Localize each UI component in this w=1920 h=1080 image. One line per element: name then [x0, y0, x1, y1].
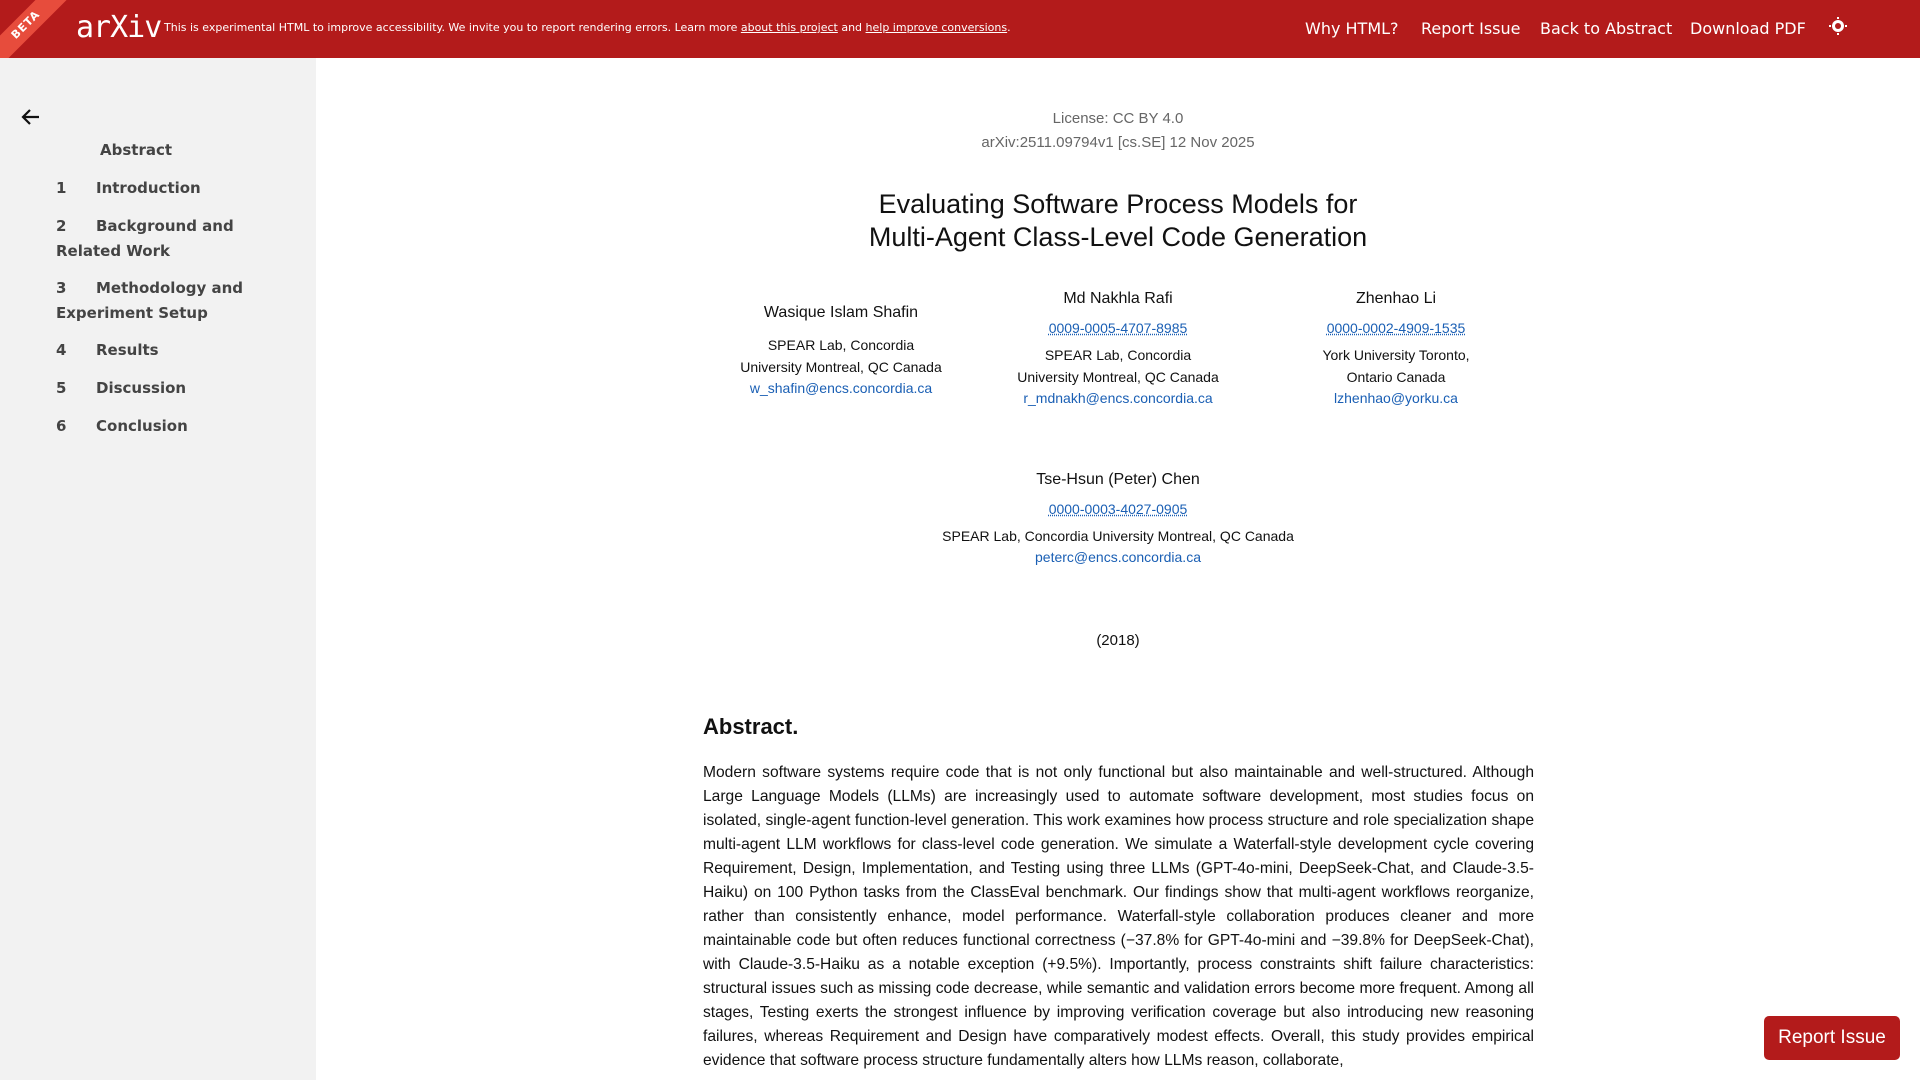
author-block-2	[978, 290, 1258, 408]
author-affiliation: SPEAR Lab, Concordia	[1044, 347, 1192, 363]
author-name: Wasique Islam Shafin	[763, 304, 919, 321]
paper-title	[316, 188, 1920, 254]
author-name: Md Nakhla Rafi	[1063, 290, 1173, 307]
toc-sidebar	[0, 58, 316, 1080]
nav-why-html[interactable]: Why HTML?	[1305, 19, 1399, 38]
notice-suffix: .	[1007, 21, 1011, 34]
nav-download-pdf[interactable]: Download PDF	[1690, 19, 1806, 38]
toc-label: Methodology and Experiment Setup	[56, 279, 244, 322]
notice-and: and	[841, 21, 863, 34]
title-line-1: Evaluating Software Process Models for	[878, 189, 1358, 219]
toc-item-conclusion[interactable]	[56, 414, 296, 439]
theme-toggle-icon[interactable]	[1828, 16, 1848, 36]
notice-text: This is experimental HTML to improve accessibility. We invite you to report rendering errors. Learn more	[164, 21, 738, 34]
arxiv-id-line: arXiv:2511.09794v1 [cs.SE] 12 Nov 2025	[981, 134, 1255, 151]
nav-back-to-abstract[interactable]: Back to Abstract	[1540, 19, 1673, 38]
beta-ribbon: BETA	[0, 0, 71, 58]
toc-number: 4	[56, 341, 67, 359]
author-orcid-link[interactable]: 0009-0005-4707-8985	[1048, 320, 1188, 336]
toc-label: Discussion	[96, 379, 187, 397]
toc-number: 5	[56, 379, 67, 397]
author-email[interactable]: r_mdnakh@encs.concordia.ca	[1023, 390, 1213, 406]
toc-item-introduction[interactable]	[56, 176, 296, 201]
arrow-left-icon[interactable]	[20, 106, 42, 128]
author-email[interactable]: w_shafin@encs.concordia.ca	[749, 380, 933, 396]
nav-report-issue[interactable]: Report Issue	[1421, 19, 1521, 38]
author-affiliation: University Montreal, QC Canada	[740, 359, 942, 375]
toc-label: Background and Related Work	[56, 217, 234, 260]
toc-item-abstract[interactable]	[100, 138, 340, 163]
toc-label: Abstract	[100, 141, 173, 159]
author-orcid-link[interactable]: 0000-0002-4909-1535	[1326, 320, 1466, 336]
author-email[interactable]: lzhenhao@yorku.ca	[1334, 390, 1458, 406]
toc-label: Introduction	[96, 179, 201, 197]
author-name: Zhenhao Li	[1355, 290, 1437, 307]
publication-year: (2018)	[1096, 632, 1140, 649]
toc-item-background[interactable]	[56, 214, 296, 264]
toc-item-discussion[interactable]	[56, 376, 296, 401]
toc-number: 6	[56, 417, 67, 435]
floating-report-issue-button[interactable]: Report Issue	[1764, 1016, 1900, 1060]
toc-number: 1	[56, 179, 67, 197]
title-line-2: Multi-Agent Class-Level Code Generation	[868, 222, 1368, 252]
toc-number: 2	[56, 217, 67, 235]
abstract-text: Modern software systems require code that is not only functional but also maintainable and well-structured. Although Large Language Models (LLMs) are increasingly used to automate software development, most studies focus on isolated, single-agent function-level generation. This work examines how process structure and role specialization shape multi-agent LLM workflows for class-level code generation. We simulate a Waterfall-style development cycle covering Requirement, Design, Implementation, and Testing using three LLMs (GPT-4o-mini, DeepSeek-Chat, and Claude-3.5-Haiku) on 100 Python tasks from the ClassEval benchmark. Our findings show that multi-agent workflows reorganize, rather than consistently enhance, model performance. Waterfall-style collaboration produces cleaner and more maintainable code but often reduces functional correctness (−37.8% for GPT-4o-mini and −39.8% for DeepSeek-Chat), with Claude-3.5-Haiku as a notable exception (+9.5%). Importantly, process constraints shift failure characteristics: structural issues such as missing code decrease, while semantic and validation errors become more frequent. Among all stages, Testing exerts the strongest influence by improving verification coverage but also introducing new reasoning failures, whereas Requirement and Design have comparatively modest effects. Overall, this study provides empirical evidence that software process structure fundamentally alters how LLMs reason, collaborate,	[703, 764, 1534, 1069]
abstract-heading: Abstract.	[703, 714, 799, 739]
help-conversions-link[interactable]: help improve conversions	[865, 21, 1008, 34]
toc-item-methodology[interactable]	[56, 276, 296, 326]
toc-item-results[interactable]	[56, 338, 296, 363]
arxiv-logo[interactable]: arXiv	[76, 10, 162, 45]
about-project-link[interactable]: about this project	[740, 21, 838, 34]
toc-label: Results	[96, 341, 159, 359]
paper-content	[316, 58, 1920, 1080]
toc-label: Conclusion	[96, 417, 188, 435]
author-email[interactable]: peterc@encs.concordia.ca	[1035, 549, 1201, 565]
author-affiliation: SPEAR Lab, Concordia University Montreal, QC Canada	[942, 528, 1294, 544]
author-affiliation: University Montreal, QC Canada	[1017, 369, 1219, 385]
author-affiliation: SPEAR Lab, Concordia	[767, 337, 915, 353]
toc-number: 3	[56, 279, 67, 297]
author-orcid-link[interactable]: 0000-0003-4027-0905	[1048, 501, 1188, 517]
experimental-notice	[164, 21, 1011, 34]
top-banner	[0, 0, 1920, 58]
license-line: License: CC BY 4.0	[1052, 110, 1184, 127]
author-block-1	[701, 304, 981, 398]
author-affiliation: Ontario Canada	[1346, 369, 1446, 385]
author-affiliation: York University Toronto,	[1322, 347, 1470, 363]
author-block-3	[1256, 290, 1536, 408]
author-name: Tse-Hsun (Peter) Chen	[1036, 471, 1200, 488]
author-block-4	[908, 471, 1328, 567]
